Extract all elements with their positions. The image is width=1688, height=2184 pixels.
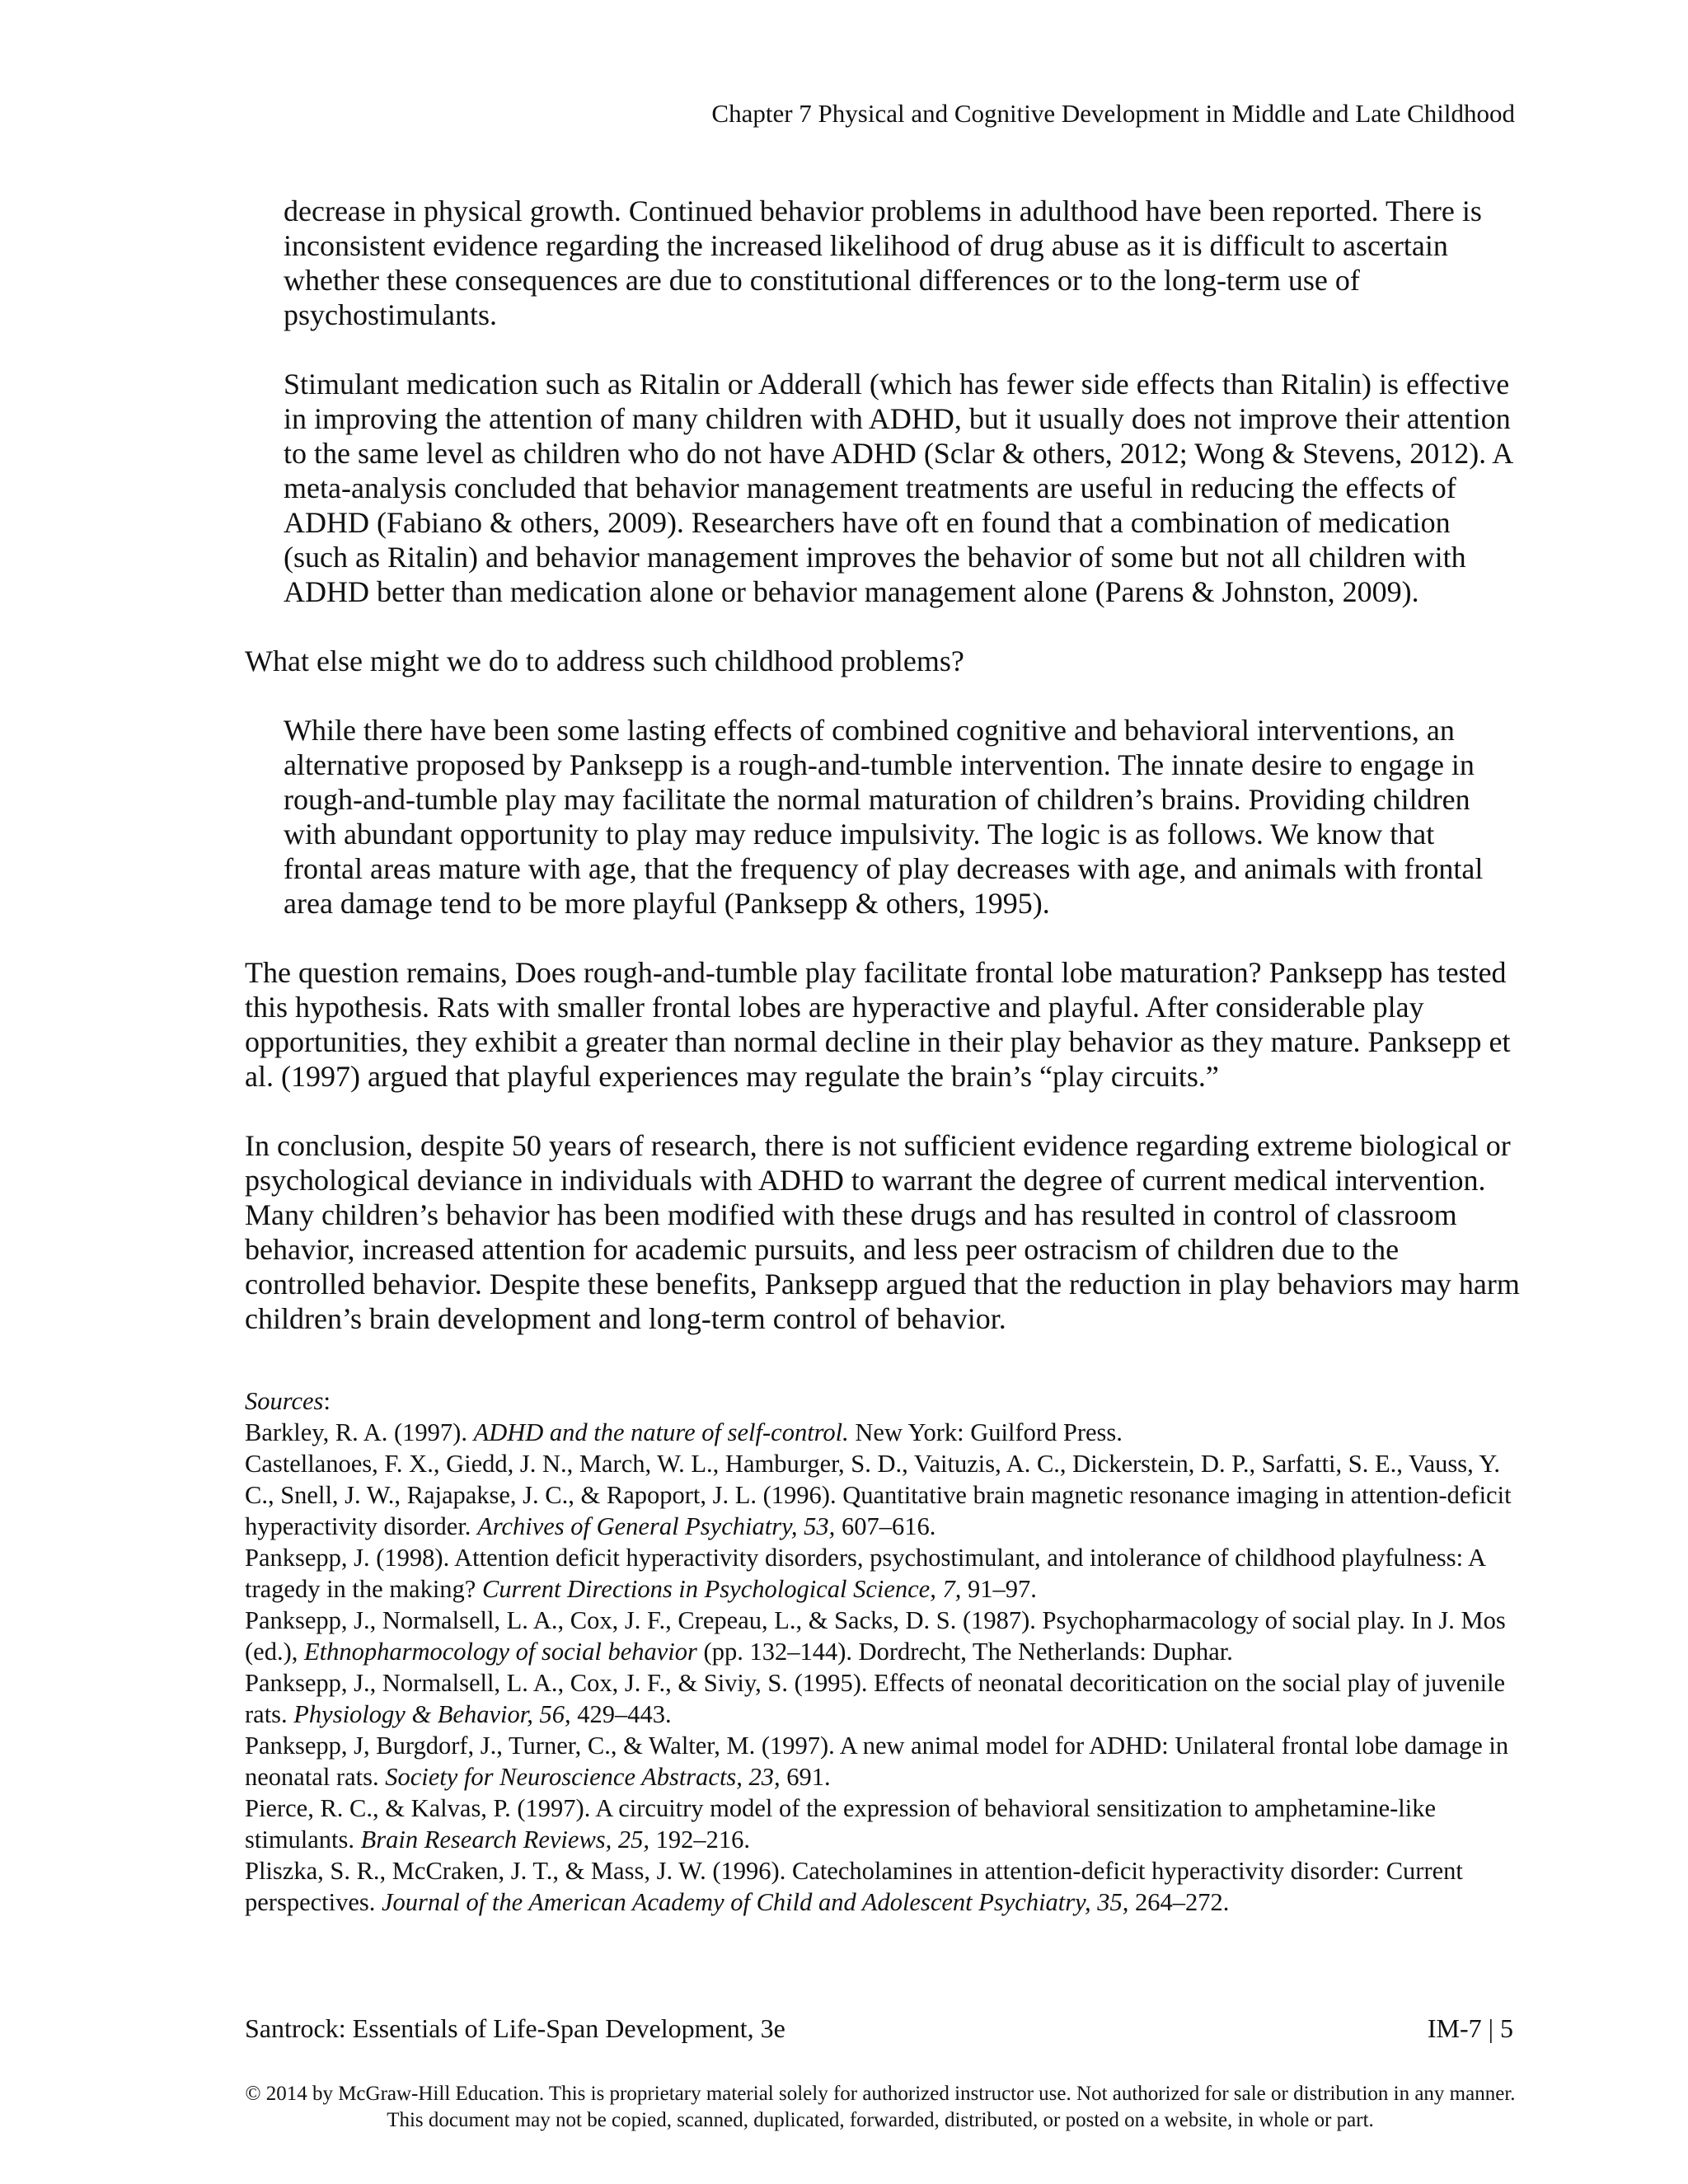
reference-text: 192–216. — [649, 1825, 751, 1854]
reference-title: Current Directions in Psychological Science, 7, — [481, 1575, 962, 1603]
copyright-notice: © 2014 by McGraw-Hill Education. This is proprietary material solely for authorized instructor use. Not authorized for sale or distribution in any manner. This document may not be copied, scanned, duplicated, forwarded, distributed, or posted on a website, in whole or part. — [245, 2083, 1516, 2131]
reference-item — [245, 1667, 1521, 1730]
reference-text: 429–443. — [570, 1700, 672, 1728]
footer-book-title: Santrock: Essentials of Life-Span Development, 3e — [245, 2013, 785, 2043]
reference-item — [245, 1855, 1521, 1918]
reference-text: 264–272. — [1128, 1888, 1230, 1916]
reference-item — [245, 1448, 1521, 1542]
reference-text: 91–97. — [961, 1575, 1037, 1603]
reference-item — [245, 1417, 1521, 1448]
sources-colon: : — [323, 1387, 331, 1415]
reference-title: Brain Research Reviews, 25, — [360, 1825, 650, 1854]
reference-text: 607–616. — [835, 1512, 936, 1540]
sources-label: Sources — [245, 1387, 324, 1415]
reference-item — [245, 1605, 1521, 1667]
running-header: Chapter 7 Physical and Cognitive Development in Middle and Late Childhood — [711, 99, 1515, 128]
paragraph-stimulant-medication: Stimulant medication such as Ritalin or Adderall (which has fewer side effects than Ritalin) is effective in improving the attention of many children with ADHD, but it usually does not improve their attention to the same level as children who do not have ADHD (Sclar & others, 2012; Wong & Stevens, 2012). A meta-analysis concluded that behavior management treatments are useful in reducing the effects of ADHD (Fabiano & others, 2009). Researchers have oft en found that a combination of medication (such as Ritalin) and behavior management improves the behavior of some but not all children with ADHD better than medication alone or behavior management alone (Parens & Johnston, 2009). — [284, 368, 1512, 608]
reference-title: Society for Neuroscience Abstracts, 23, — [385, 1763, 781, 1791]
reference-title: ADHD and the nature of self-control. — [473, 1418, 849, 1446]
reference-text: Castellanoes, F. X., Giedd, J. N., March, W. L., Hamburger, S. D., Vaituzis, A. C., Dickerstein, D. P., Sarfatti, S. E., Vauss, Y. C., Snell, J. W., Rajapakse, J. C., & Rapoport, J. L. (1996). Quantitative brain magnetic resonance imaging in attention-deficit hyperactivity disorder. — [245, 1450, 1512, 1540]
reference-title: Physiology & Behavior, 56, — [293, 1700, 571, 1728]
reference-title: Journal of the American Academy of Child and Adolescent Psychiatry, 35, — [382, 1888, 1129, 1916]
sources-heading — [245, 1385, 1521, 1417]
reference-text: Pliszka, S. R., McCraken, J. T., & Mass, J. W. (1996). Catecholamines in attention-deficit hyperactivity disorder: Current perspectives. — [245, 1857, 1463, 1916]
reference-text: (pp. 132–144). Dordrecht, The Netherlands: Duphar. — [696, 1638, 1233, 1666]
reference-text: New York: Guilford Press. — [848, 1418, 1123, 1446]
reference-text: 691. — [780, 1763, 831, 1791]
reference-text: Panksepp, J., Normalsell, L. A., Cox, J. F., Crepeau, L., & Sacks, D. S. (1987). Psychopharmacology of social play. In J. Mos (ed.), — [245, 1606, 1506, 1666]
page-content — [245, 194, 1521, 1918]
footer-page-number: IM-7 | 5 — [1427, 2013, 1513, 2043]
reference-item — [245, 1542, 1521, 1605]
question-childhood-problems: What else might we do to address such childhood problems? — [245, 644, 964, 677]
paragraph-rough-and-tumble: While there have been some lasting effects of combined cognitive and behavioral interventions, an alternative proposed by Panksepp is a rough-and-tumble intervention. The innate desire to engage in rough-and-tumble play may facilitate the normal maturation of children’s brains. Providing children with abundant opportunity to play may reduce impulsivity. The logic is as follows. We know that frontal areas mature with age, that the frequency of play decreases with age, and animals with frontal area damage tend to be more playful (Panksepp & others, 1995). — [284, 714, 1484, 920]
paragraph-physical-growth: decrease in physical growth. Continued behavior problems in adulthood have been reported. There is inconsistent evidence regarding the increased likelihood of drug abuse as it is difficult to ascertain whether these consequences are due to constitutional differences or to the long-term use of psychostimulants. — [284, 194, 1482, 331]
reference-title: Ethnopharmocology of social behavior — [303, 1638, 697, 1666]
reference-title: Archives of General Psychiatry, 53, — [477, 1512, 836, 1540]
reference-text: Barkley, R. A. (1997). — [245, 1418, 474, 1446]
paragraph-frontal-lobe: The question remains, Does rough-and-tumble play facilitate frontal lobe maturation? Panksepp has tested this hypothesis. Rats with smaller frontal lobes are hyperactive and playful. After considerable play opportunities, they exhibit a greater than normal decline in their play behavior as they mature. Panksepp et al. (1997) argued that playful experiences may regulate the brain’s “play circuits.” — [245, 956, 1511, 1093]
reference-text: Panksepp, J., Normalsell, L. A., Cox, J. F., & Siviy, S. (1995). Effects of neonatal decoritication on the social play of juvenile rats. — [245, 1669, 1506, 1728]
reference-item — [245, 1793, 1521, 1855]
reference-item — [245, 1730, 1521, 1793]
reference-text: Pierce, R. C., & Kalvas, P. (1997). A circuitry model of the expression of behavioral sensitization to amphetamine-like stimulants. — [245, 1794, 1437, 1854]
reference-text: Panksepp, J. (1998). Attention deficit hyperactivity disorders, psychostimulant, and intolerance of childhood playfulness: A tragedy in the making? — [245, 1544, 1485, 1603]
paragraph-conclusion: In conclusion, despite 50 years of research, there is not sufficient evidence regarding extreme biological or psychological deviance in individuals with ADHD to warrant the degree of current medical intervention. Many children’s behavior has been modified with these drugs and has resulted in control of classroom behavior, increased attention for academic pursuits, and less peer ostracism of children due to the controlled behavior. Despite these benefits, Panksepp argued that the reduction in play behaviors may harm children’s brain development and long-term control of behavior. — [245, 1129, 1520, 1335]
sources-section — [245, 1385, 1521, 1918]
reference-text: Panksepp, J, Burgdorf, J., Turner, C., & Walter, M. (1997). A new animal model for ADHD: Unilateral frontal lobe damage in neonatal rats. — [245, 1732, 1509, 1791]
